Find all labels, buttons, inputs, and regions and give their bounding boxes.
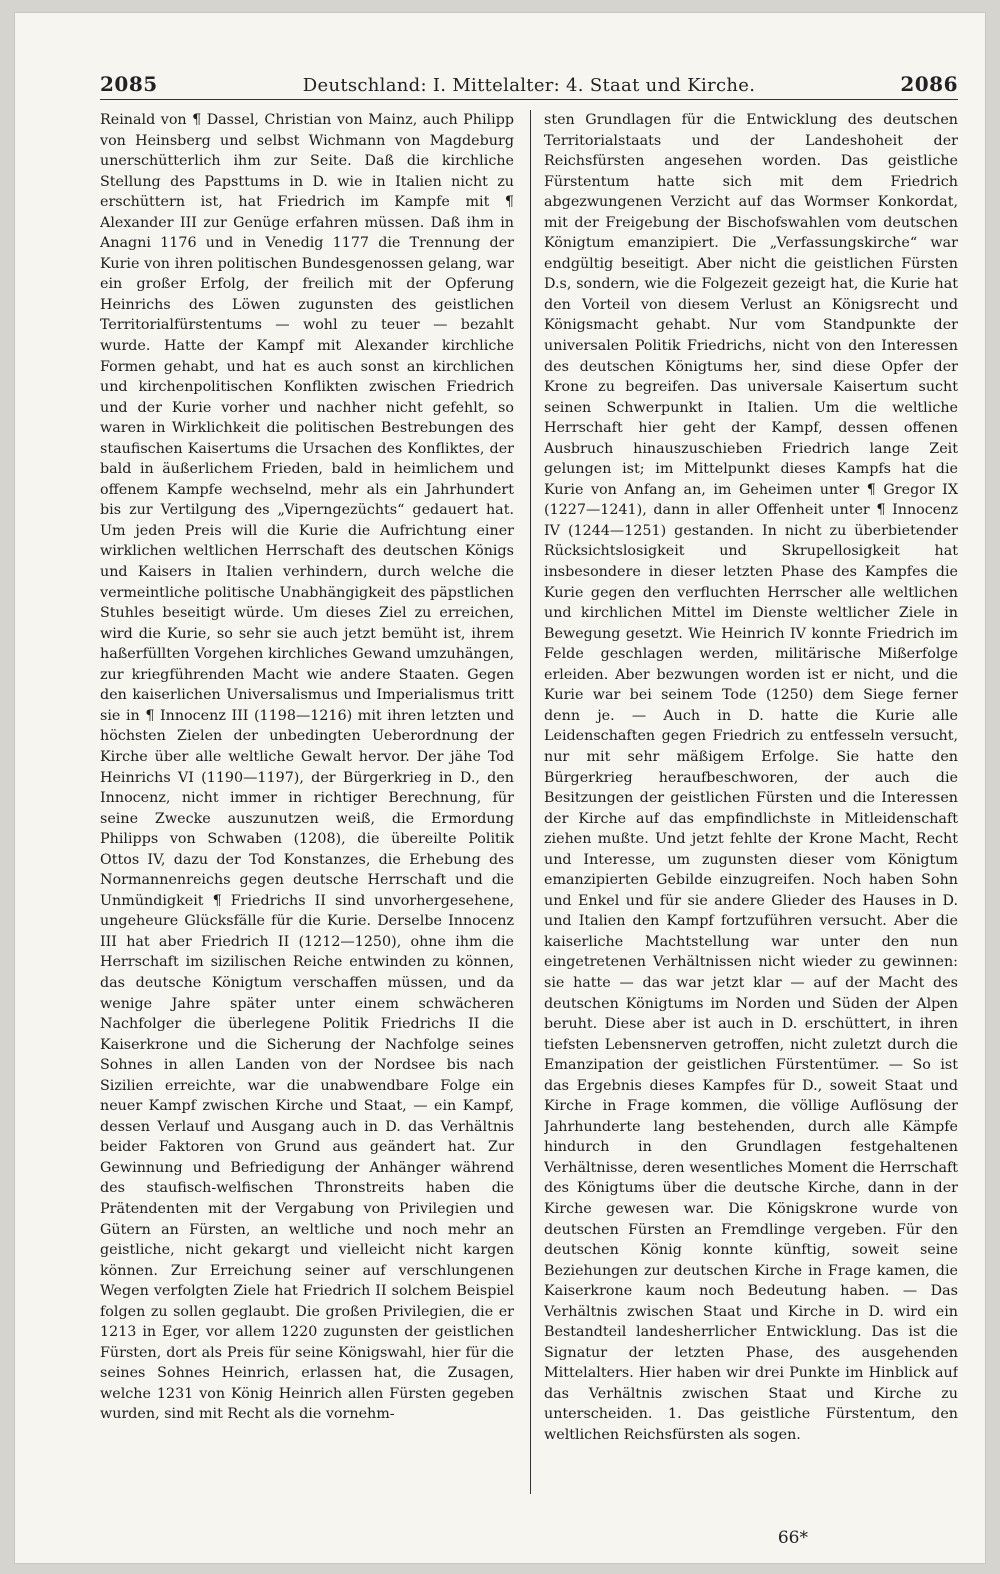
- signature-mark: 66*: [777, 1528, 808, 1548]
- right-column: [544, 110, 958, 1504]
- page-number-right: 2086: [900, 72, 958, 96]
- document-page: [14, 12, 986, 1564]
- right-column-text: sten Grundlagen für die Entwicklung des deutschen Territorialstaats und der Landeshoheit der Reichsfürsten angesehen worden. Das geistliche Fürstentum hatte sich mit dem Friedrich abgezwungenen Verzicht auf das Wormser Konkordat, mit der Freigebung der Bischofswahlen vom deutschen Königtum emanzipiert. Die „Verfassungskirche“ war endgültig beseitigt. Aber nicht die geistlichen Fürsten D.s, sondern, wie die Folgezeit gezeigt hat, die Kurie hat den Vorteil von diesem Verlust an Königsrecht und Königsmacht gehabt. Nur vom Standpunkte der universalen Politik Friedrichs, nicht von den Interessen des deutschen Königtums her, sind diese Opfer der Krone zu begreifen. Das universale Kaisertum sucht seinen Schwerpunkt in Italien. Um die weltliche Herrschaft hier geht der Kampf, dessen offenen Ausbruch hinauszuschieben Friedrich lange Zeit gelungen ist; im Mittelpunkt dieses Kampfs hat die Kurie von Anfang an, im Geheimen unter ¶ Gregor IX (1227—1241), dann in aller Offenheit unter ¶ Innocenz IV (1244—1251) gestanden. In nicht zu überbietender Rücksichtslosigkeit und Skrupellosigkeit hat insbesondere in dieser letzten Phase des Kampfes die Kurie gegen den verfluchten Herrscher alle weltlichen und kirchlichen Mittel im Dienste weltlicher Ziele in Bewegung gesetzt. Wie Heinrich IV konnte Friedrich im Felde geschlagen werden, militärische Mißerfolge erleiden. Aber bezwungen worden ist er nicht, und die Kurie war bei seinem Tode (1250) dem Siege ferner denn je. — Auch in D. hatte die Kurie alle Leidenschaften gegen Friedrich zu entfesseln versucht, nur mit sehr mäßigem Erfolge. Sie hatte den Bürgerkrieg heraufbeschworen, der auch die Besitzungen der geistlichen Fürsten und die Interessen der Kirche auf das empfindlichste in Mitleidenschaft ziehen mußte. Und jetzt fehlte der Krone Macht, Recht und Interesse, um zugunsten dieser vom Königtum emanzipierten Gebilde einzugreifen. Noch haben Sohn und Enkel und für sie andere Glieder des Hauses in D. und Italien den Kampf fortzuführen versucht. Aber die kaiserliche Machtstellung war unter den nun eingetretenen Verhältnissen nicht wieder zu gewinnen: sie hatte — das war jetzt klar — auf der Macht des deutschen Königtums im Norden und Süden der Alpen beruht. Diese aber ist auch in D. erschüttert, in ihren tiefsten Lebensnerven getroffen, nicht zuletzt durch die Emanzipation der geistlichen Fürstentümer. — So ist das Ergebnis dieses Kampfes für D., soweit Staat und Kirche in Frage kommen, die völlige Auflösung der Jahrhunderte lang bestehenden, durch alle Kämpfe hindurch in den Grundlagen festgehaltenen Verhältnisse, deren wesentliches Moment die Herrschaft des Königtums über die deutsche Kirche, dann in der Kirche gewesen war. Die Königskrone wurde von deutschen Fürsten an Fremdlinge vergeben. Für den deutschen König konnte künftig, soweit seine Beziehungen zur deutschen Kirche in Frage kamen, die Kaiserkrone kaum noch Bedeutung haben. — Das Verhältnis zwischen Staat und Kirche in D. wird ein Bestandteil landesherrlicher Entwicklung. Das ist die Signatur der letzten Phase, des ausgehenden Mittelalters. Hier haben wir drei Punkte im Hinblick auf das Verhältnis zwischen Staat und Kirche zu unterscheiden. 1. Das geistliche Fürstentum, den weltlichen Reichsfürsten als sogen.: [544, 112, 958, 1443]
- header-rule: [100, 99, 958, 100]
- text-columns: [100, 110, 958, 1504]
- running-title: Deutschland: I. Mittelalter: 4. Staat und Kirche.: [302, 75, 756, 96]
- left-column-text: Reinald von ¶ Dassel, Christian von Mainz, auch Philipp von Heinsberg und selbst Wichmann von Magdeburg unerschütterlich ihm zur Seite. Daß die kirchliche Stellung des Papsttums in D. wie in Italien nicht zu erschüttern ist, hat Friedrich im Kampfe mit ¶ Alexander III zur Genüge erfahren müssen. Daß ihm in Anagni 1176 und in Venedig 1177 die Trennung der Kurie von ihren politischen Bundesgenossen gelang, war ein großer Erfolg, der freilich mit der Opferung Heinrichs des Löwen zugunsten des geistlichen Territorialfürstentums — wohl zu teuer — bezahlt wurde. Hatte der Kampf mit Alexander kirchliche Formen gehabt, und hat es auch sonst an kirchlichen und kirchenpolitischen Konflikten zwischen Friedrich und der Kurie vorher und nachher nicht gefehlt, so waren in Wirklichkeit die politischen Bestrebungen des staufischen Kaisertums die Ursachen des Konfliktes, der bald in äußerlichem Frieden, bald in heimlichem und offenem Kampfe wechselnd, mehr als ein Jahrhundert bis zur Vertilgung des „Viperngezüchts“ gedauert hat. Um jeden Preis will die Kurie die Aufrichtung einer wirklichen weltlichen Herrschaft des deutschen Königs und Kaisers in Italien verhindern, durch welche die vermeintliche politische Unabhängigkeit des päpstlichen Stuhles beseitigt würde. Um dieses Ziel zu erreichen, wird die Kurie, so sehr sie auch jetzt bemüht ist, ihrem haßerfüllten Vorgehen kirchliches Gewand umzuhängen, zur kriegführenden Macht wie andere Staaten. Gegen den kaiserlichen Universalismus und Imperialismus tritt sie in ¶ Innocenz III (1198—1216) mit ihren letzten und höchsten Zielen der unbedingten Ueberordnung der Kirche über alle weltliche Gewalt hervor. Der jähe Tod Heinrichs VI (1190—1197), der Bürgerkrieg in D., den Innocenz, nicht immer in richtiger Berechnung, für seine Zwecke auszunutzen weiß, die Ermordung Philipps von Schwaben (1208), die übereilte Politik Ottos IV, dazu der Tod Konstanzes, die Erhebung des Normannenreichs gegen deutsche Herrschaft und die Unmündigkeit ¶ Friedrichs II sind unvorhergesehene, ungeheure Glücksfälle für die Kurie. Derselbe Innocenz III hat aber Friedrich II (1212—1250), ohne ihm die Herrschaft im sizilischen Reiche entwinden zu können, das deutsche Königtum verschaffen müssen, und da wenige Jahre später unter einem schwächeren Nachfolger die überlegene Politik Friedrichs II die Kaiserkrone und die Sicherung der Nachfolge seines Sohnes in allen Landen von der Nordsee bis nach Sizilien erreichte, war die unabwendbare Folge ein neuer Kampf zwischen Kirche und Staat, — ein Kampf, dessen Verlauf und Ausgang auch in D. das Verhältnis beider Faktoren von Grund aus geändert hat. Zur Gewinnung und Befriedigung der Anhänger während des staufisch-welfischen Thronstreits haben die Prätendenten mit der Vergabung von Privilegien und Gütern an Fürsten, an weltliche und noch mehr an geistliche, nicht gekargt und vielleicht nicht kargen können. Zur Erreichung seiner auf verschlungenen Wegen verfolgten Ziele hat Friedrich II solchem Beispiel folgen zu sollen geglaubt. Die großen Privilegien, die er 1213 in Eger, vor allem 1220 zugunsten der geistlichen Fürsten, dort als Preis für seine Königswahl, hier für die seines Sohnes Heinrich, erlassen hat, die Zusagen, welche 1231 von König Heinrich allen Fürsten gegeben wurden, sind mit Recht als die vornehm-: [100, 112, 514, 1423]
- left-column: [100, 110, 514, 1504]
- column-divider: [530, 110, 531, 1494]
- page-number-left: 2085: [100, 72, 158, 96]
- page-header: [100, 62, 958, 96]
